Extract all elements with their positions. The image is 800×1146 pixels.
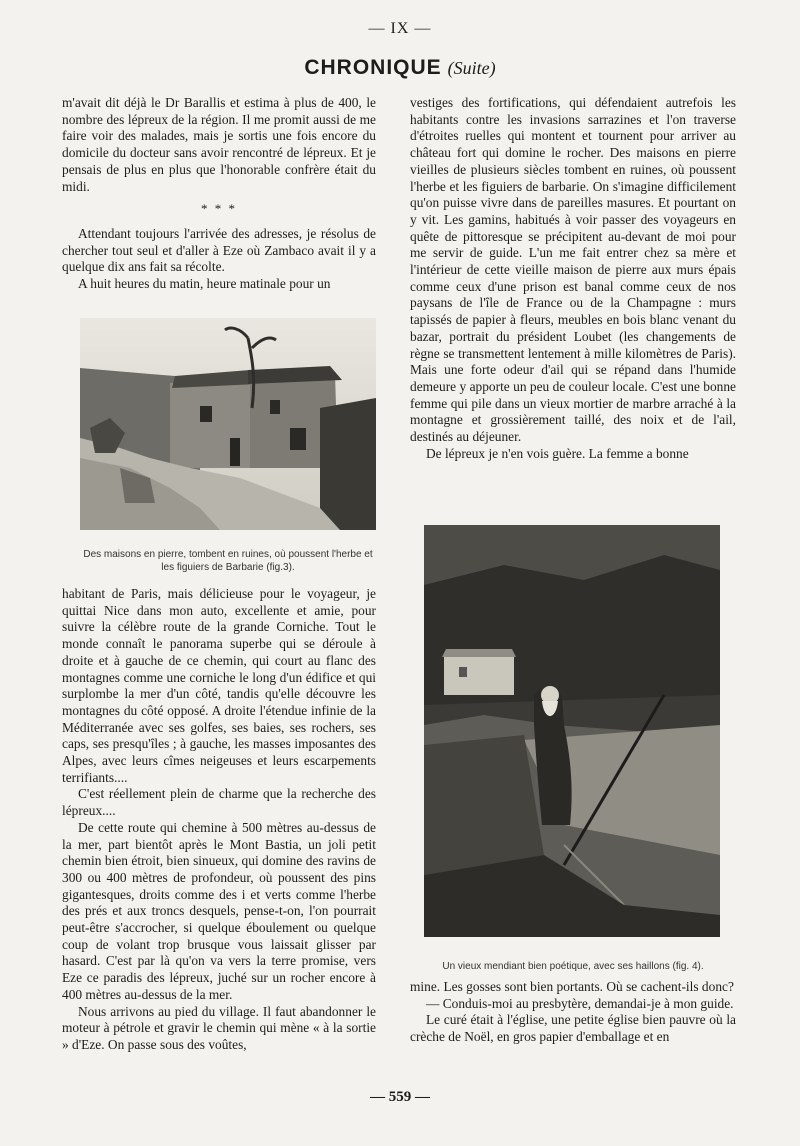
paragraph: De cette route qui chemine à 500 mètres au-dessus de la mer, part bientôt après le Mont Bastia, un joli petit chemin bien étroit, bien sinueux, qui domine des ravins de 300 ou 400 mètres de profondeur, où poussent des pins gigantesques, droits comme des i et verts comme l'herbe des prés et aux troncs desquels, pense-t-on, l'on pourrait peut-être s'accrocher, si quelque éboulement ou quelque coup de volant trop brusque vous laissait glisser par hasard. C'est par là qu'on va vers la terre promise, vers Eze ce paradis des lépreux, juché sur un rocher encore à 400 mètres au-dessus de la mer.: [62, 819, 376, 1002]
paragraph: — Conduis-moi au presbytère, demandai-je à mon guide.: [426, 995, 734, 1011]
title-main: CHRONIQUE: [304, 56, 442, 79]
left-column-bottom: [62, 586, 376, 1054]
figure-caption: Des maisons en pierre, tombent en ruines, où poussent l'herbe et les figuiers de Barbarie (fig.3).: [83, 549, 373, 573]
figure-stone-houses-photo: [80, 318, 376, 530]
paragraph: Nous arrivons au pied du village. Il faut abandonner le moteur à pétrole et gravir le chemin qui mène « à la sortie » d'Eze. On passe sous des voûtes,: [62, 1003, 376, 1052]
page-roman-numeral: — IX —: [368, 20, 432, 37]
paragraph: A huit heures du matin, heure matinale pour un: [78, 276, 331, 292]
paragraph: Le curé était à l'église, une petite église bien pauvre où la crèche de Noël, en gros papier d'emballage et en: [410, 1012, 736, 1045]
section-separator: * * *: [201, 201, 237, 217]
paragraph: m'avait dit déjà le Dr Barallis et estima à plus de 400, le nombre des lépreux de la région. Il me promit aussi de me faire voir des malades, mais je sortis une fois encore du domicile du docteur sans avoir rencontré de lépreux. Et je pensais de plus en plus que l'honorable confrère était du midi.: [62, 95, 376, 194]
right-column-top: [410, 95, 736, 462]
paragraph: habitant de Paris, mais délicieuse pour le voyageur, je quittai Nice dans mon auto, excellente et amie, pour suivre la célèbre route de la grande Corniche. Tout le monde connaît le panorama superbe qui se déroule à droite et à gauche de ce chemin, qui court au flanc des montagnes comme une corniche le long d'un édifice et qui surplombe la mer d'un côté, tandis qu'elle découvre les montagnes du côté opposé. A droite l'étendue infinie de la Méditerranée avec ses golfes, ses baies, ses rochers, ses caps, ses presqu'îles ; à gauche, les masses imposantes des Alpes, avec leurs cîmes neigeuses et leurs escarpements terrifiants....: [62, 586, 376, 785]
figure-old-beggar-photo: [424, 525, 720, 937]
paragraph: Attendant toujours l'arrivée des adresses, je résolus de chercher tout seul et d'aller à Eze où Zambaco avait il y a quelque dix ans fait sa récolte.: [62, 225, 376, 275]
page-number: — 559 —: [370, 1089, 430, 1105]
right-column-bottom: [410, 979, 736, 1046]
paragraph: De lépreux je n'en vois guère. La femme a bonne: [426, 445, 689, 461]
page-title: [0, 56, 800, 80]
paragraph: C'est réellement plein de charme que la recherche des lépreux....: [62, 786, 376, 819]
title-suffix: (Suite): [447, 58, 496, 78]
figure-caption: Un vieux mendiant bien poétique, avec ses haillons (fig. 4).: [442, 961, 704, 972]
paragraph: mine. Les gosses sont bien portants. Où se cachent-ils donc?: [410, 979, 734, 994]
left-column-top: [62, 95, 376, 293]
paragraph: vestiges des fortifications, qui défendaient autrefois les habitants contre les invasions sarrazines et l'on traverse d'étroites ruelles qui montent et tournent pour arriver au château fort qui domine le rocher. Des maisons en pierre vieilles de plusieurs siècles tombent en ruines, où poussent l'herbe et les figuiers de barbarie. On s'imagine difficilement qu'on puisse vivre dans de pareilles masures. Et pourtant on y vit. Les gamins, habitués à voir passer des voyageurs en quête de pittoresque se précipitent au-devant de moi pour me servir de guide. L'un me fait entrer chez sa mère et l'intérieur de cette vieille maison de pierre aux murs épais comme ceux d'une prison est banal comme ceux de nos paysans de l'île de France ou de la Champagne : murs tapissés de papier à fleurs, meubles en bois blanc venant du bazar, portrait du président Loubet (les changements de règne se transmettent lentement à mille kilomètres de Paris). Mais une forte odeur d'ail qui se répand dans l'humide demeure y apporte un peu de couleur locale. C'est une bonne femme qui pile dans un vieux mortier de marbre arraché à la montagne et grossièrement taillé, des noix et de l'ail, destinés au déjeuner.: [410, 95, 736, 445]
